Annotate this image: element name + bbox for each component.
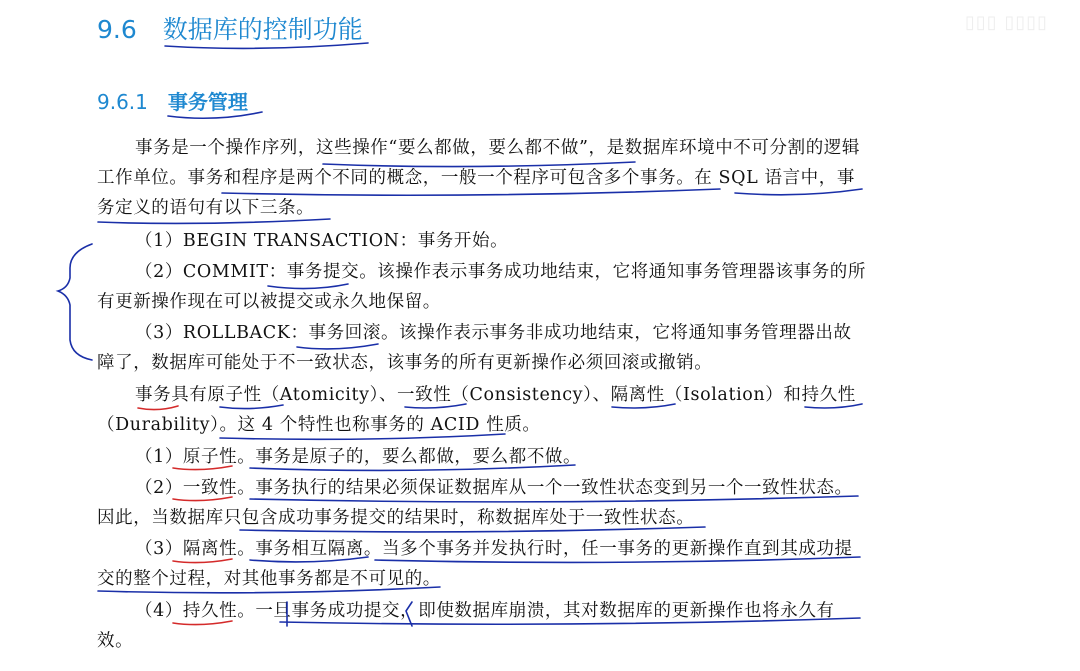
statement-commit: （2）COMMIT：事务提交。该操作表示事务成功地结束，它将通知事务管理器该事务的所有更新操作现在可以被提交或永久地保留。 — [97, 262, 866, 312]
durability-item: （4）持久性。一旦事务成功提交，即使数据库崩溃，其对数据库的更新操作也将永久有效。 — [97, 601, 835, 651]
acid-paragraph: 事务具有原子性（Atomicity）、一致性（Consistency）、隔离性（Isolation）和持久性（Durability）。这 4 个特性也称事务的 ACID 性质。 — [97, 385, 856, 435]
statement-begin: （1）BEGIN TRANSACTION：事务开始。 — [135, 231, 509, 251]
statement-rollback: （3）ROLLBACK：事务回滚。该操作表示事务非成功地结束，它将通知事务管理器出故障了，数据库可能处于不一致状态，该事务的所有更新操作必须回滚或撤销。 — [97, 323, 852, 373]
section-number: 9.6 — [97, 15, 137, 44]
left-brace — [58, 244, 92, 360]
intro-paragraph: 事务是一个操作序列，这些操作“要么都做，要么都不做”，是数据库环境中不可分割的逻辑工作单位。事务和程序是两个不同的概念，一般一个程序可包含多个事务。在 SQL 语言中，事务定义的语句有以下三条。 — [97, 138, 860, 218]
isolation-item: （3）隔离性。事务相互隔离。当多个事务并发执行时，任一事务的更新操作直到其成功提交的整个过程，对其他事务都是不可见的。 — [97, 539, 853, 589]
subsection-heading — [97, 86, 248, 115]
subsection-title: 事务管理 — [167, 90, 248, 114]
atomicity-item: （1）原子性。事务是原子的，要么都做，要么都不做。 — [135, 447, 582, 467]
section-heading — [97, 10, 363, 46]
section-title: 数据库的控制功能 — [162, 15, 363, 44]
watermark: ▯▯▯ ▯▯▯▯ — [965, 12, 1049, 33]
subsection-number: 9.6.1 — [97, 90, 148, 114]
consistency-item: （2）一致性。事务执行的结果必须保证数据库从一个一致性状态变到另一个一致性状态。因此，当数据库只包含成功事务提交的结果时，称数据库处于一致性状态。 — [97, 478, 853, 528]
